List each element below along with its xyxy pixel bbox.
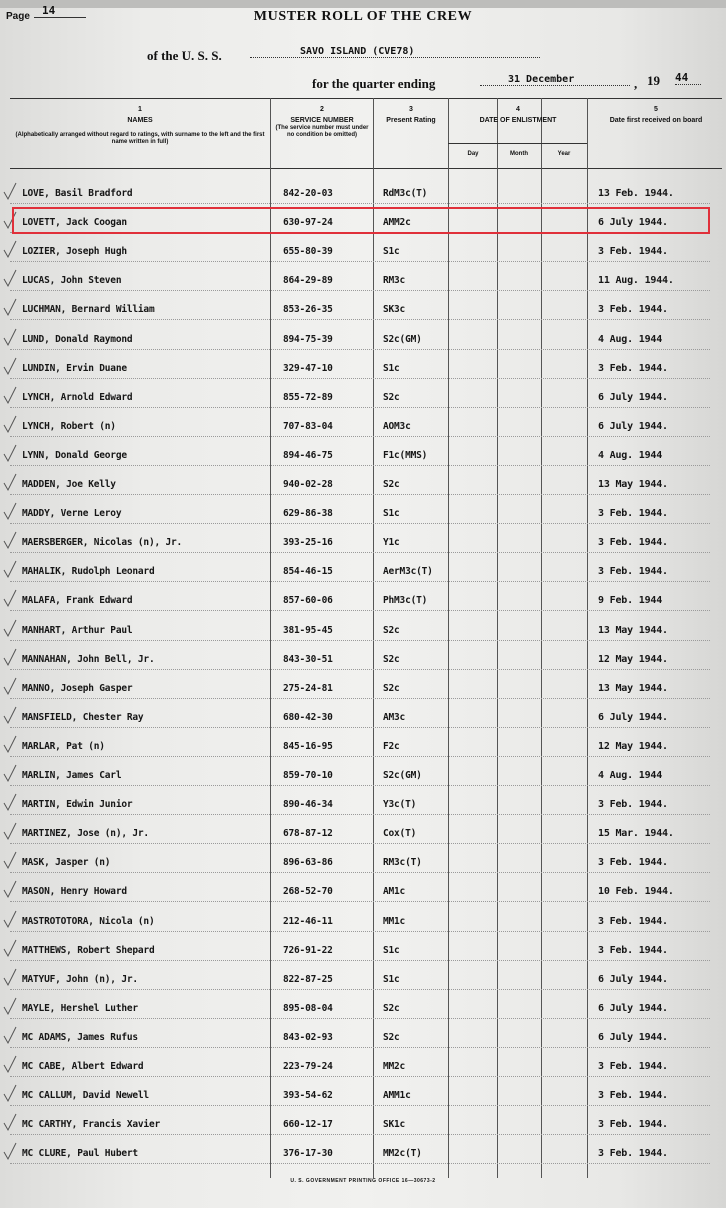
date-received: 9 Feb. 1944 <box>598 595 663 606</box>
check-mark-icon <box>3 1055 17 1075</box>
date-received: 6 July 1944. <box>598 392 668 403</box>
table-row <box>0 469 726 495</box>
crew-name: MANNO, Joseph Gasper <box>22 683 133 694</box>
row-divider <box>10 1018 710 1019</box>
crew-name: MATTHEWS, Robert Shepard <box>22 945 155 956</box>
check-mark-icon <box>3 997 17 1017</box>
present-rating: S2c <box>383 625 400 636</box>
crew-name: LUNDIN, Ervin Duane <box>22 363 127 374</box>
present-rating: PhM3c(T) <box>383 595 428 606</box>
check-mark-icon <box>3 560 17 580</box>
present-rating: AerM3c(T) <box>383 566 433 577</box>
scan-edge <box>0 0 726 8</box>
service-number: 894-46-75 <box>283 450 333 461</box>
table-row <box>0 818 726 844</box>
check-mark-icon <box>3 939 17 959</box>
service-number: 853-26-35 <box>283 304 333 315</box>
date-received: 3 Feb. 1944. <box>598 1148 668 1159</box>
service-number: 855-72-89 <box>283 392 333 403</box>
check-mark-icon <box>3 502 17 522</box>
date-received: 3 Feb. 1944. <box>598 566 668 577</box>
crew-name: MAERSBERGER, Nicolas (n), Jr. <box>22 537 183 548</box>
table-row <box>0 178 726 204</box>
service-number: 630-97-24 <box>283 217 333 228</box>
row-divider <box>10 1047 710 1048</box>
table-row <box>0 440 726 466</box>
crew-name: MC CALLUM, David Newell <box>22 1090 149 1101</box>
check-mark-icon <box>3 357 17 377</box>
row-divider <box>10 872 710 873</box>
present-rating: S1c <box>383 945 400 956</box>
printing-office-footer: U. S. GOVERNMENT PRINTING OFFICE 16—30673-2 <box>290 1178 436 1184</box>
table-row <box>0 236 726 262</box>
crew-name: LYNCH, Arnold Edward <box>22 392 133 403</box>
row-divider <box>10 989 710 990</box>
crew-name: LUCAS, John Steven <box>22 275 122 286</box>
table-row <box>0 527 726 553</box>
check-mark-icon <box>3 880 17 900</box>
present-rating: MM1c <box>383 916 406 927</box>
service-number: 843-30-51 <box>283 654 333 665</box>
check-mark-icon <box>3 1026 17 1046</box>
highlight-box <box>12 207 710 234</box>
row-divider <box>10 756 710 757</box>
present-rating: S1c <box>383 974 400 985</box>
date-received: 6 July 1944. <box>598 421 668 432</box>
check-mark-icon <box>3 706 17 726</box>
check-mark-icon <box>3 822 17 842</box>
crew-name: MATYUF, John (n), Jr. <box>22 974 138 985</box>
present-rating: SK1c <box>383 1119 406 1130</box>
row-divider <box>10 1076 710 1077</box>
page-number: 14 <box>34 4 86 18</box>
check-mark-icon <box>3 269 17 289</box>
crew-name: MC CLURE, Paul Hubert <box>22 1148 138 1159</box>
col-header-received: 5 Date first received on board <box>609 106 703 124</box>
crew-name: MARLAR, Pat (n) <box>22 741 105 752</box>
service-number: 212-46-11 <box>283 916 333 927</box>
table-row <box>0 993 726 1019</box>
service-number: 857-60-06 <box>283 595 333 606</box>
row-divider <box>10 203 710 204</box>
crew-name: MARTIN, Edwin Junior <box>22 799 133 810</box>
present-rating: S2c <box>383 683 400 694</box>
table-row <box>0 964 726 990</box>
table-row <box>0 1109 726 1135</box>
date-received: 3 Feb. 1944. <box>598 857 668 868</box>
present-rating: MM2c <box>383 1061 406 1072</box>
check-mark-icon <box>3 677 17 697</box>
check-mark-icon <box>3 298 17 318</box>
col-header-names: 1 NAMES (Alphabetically arranged without regard to ratings, with surname to the left and the first name written in full) <box>15 106 265 145</box>
service-number: 393-54-62 <box>283 1090 333 1101</box>
service-number: 859-70-10 <box>283 770 333 781</box>
check-mark-icon <box>3 415 17 435</box>
service-number: 680-42-30 <box>283 712 333 723</box>
table-row <box>0 324 726 350</box>
date-received: 3 Feb. 1944. <box>598 1090 668 1101</box>
date-received: 11 Aug. 1944. <box>598 275 674 286</box>
table-row <box>0 411 726 437</box>
row-divider <box>10 785 710 786</box>
present-rating: S2c <box>383 479 400 490</box>
crew-name: MASK, Jasper (n) <box>22 857 111 868</box>
crew-name: LUND, Donald Raymond <box>22 334 133 345</box>
row-divider <box>10 960 710 961</box>
date-received: 3 Feb. 1944. <box>598 363 668 374</box>
col-header-day: Day <box>467 151 479 157</box>
crew-name: MALAFA, Frank Edward <box>22 595 133 606</box>
check-mark-icon <box>3 589 17 609</box>
col-header-rating: 3 Present Rating <box>386 106 436 124</box>
service-number: 393-25-16 <box>283 537 333 548</box>
present-rating: F1c(MMS) <box>383 450 428 461</box>
crew-name: LOZIER, Joseph Hugh <box>22 246 127 257</box>
date-received: 3 Feb. 1944. <box>598 537 668 548</box>
date-received: 3 Feb. 1944. <box>598 304 668 315</box>
present-rating: Y1c <box>383 537 400 548</box>
service-number: 678-87-12 <box>283 828 333 839</box>
crew-name: MANNAHAN, John Bell, Jr. <box>22 654 155 665</box>
present-rating: RM3c(T) <box>383 857 422 868</box>
row-divider <box>10 843 710 844</box>
present-rating: AM1c <box>383 886 406 897</box>
present-rating: MM2c(T) <box>383 1148 422 1159</box>
service-number: 822-87-25 <box>283 974 333 985</box>
col-header-service: 2 SERVICE NUMBER (The service number must under no condition be omitted) <box>275 106 369 138</box>
date-received: 13 May 1944. <box>598 683 668 694</box>
row-divider <box>10 669 710 670</box>
date-received: 3 Feb. 1944. <box>598 508 668 519</box>
table-row <box>0 1022 726 1048</box>
row-divider <box>10 640 710 641</box>
date-received: 4 Aug. 1944 <box>598 334 663 345</box>
service-number: 329-47-10 <box>283 363 333 374</box>
header-bottom-rule <box>10 168 722 169</box>
service-number: 894-75-39 <box>283 334 333 345</box>
ship-name: SAVO ISLAND (CVE78) <box>250 46 540 58</box>
row-divider <box>10 552 710 553</box>
present-rating: AM3c <box>383 712 406 723</box>
present-rating: SK3c <box>383 304 406 315</box>
service-number: 726-91-22 <box>283 945 333 956</box>
date-received: 6 July 1944. <box>598 1003 668 1014</box>
crew-name: MARTINEZ, Jose (n), Jr. <box>22 828 149 839</box>
enlistment-subrule <box>448 143 587 144</box>
service-number: 268-52-70 <box>283 886 333 897</box>
service-number: 381-95-45 <box>283 625 333 636</box>
date-received: 3 Feb. 1944. <box>598 945 668 956</box>
check-mark-icon <box>3 1113 17 1133</box>
service-number: 890-46-34 <box>283 799 333 810</box>
check-mark-icon <box>3 735 17 755</box>
table-row <box>0 1138 726 1164</box>
row-divider <box>10 581 710 582</box>
document-title: MUSTER ROLL OF THE CREW <box>253 9 473 24</box>
crew-name: MADDEN, Joe Kelly <box>22 479 116 490</box>
row-divider <box>10 1105 710 1106</box>
crew-name: LYNCH, Robert (n) <box>22 421 116 432</box>
table-row <box>0 673 726 699</box>
check-mark-icon <box>3 619 17 639</box>
check-mark-icon <box>3 531 17 551</box>
date-received: 13 May 1944. <box>598 479 668 490</box>
table-row <box>0 1051 726 1077</box>
ship-label: of the U. S. S. <box>147 48 222 63</box>
check-mark-icon <box>3 473 17 493</box>
table-row <box>0 1080 726 1106</box>
row-divider <box>10 1134 710 1135</box>
crew-name: MC CARTHY, Francis Xavier <box>22 1119 160 1130</box>
table-row <box>0 265 726 291</box>
table-row <box>0 789 726 815</box>
table-row <box>0 498 726 524</box>
present-rating: RdM3c(T) <box>383 188 428 199</box>
table-row <box>0 731 726 757</box>
crew-name: LYNN, Donald George <box>22 450 127 461</box>
row-divider <box>10 465 710 466</box>
present-rating: AMM2c <box>383 217 411 228</box>
crew-name: MASTROTOTORA, Nicola (n) <box>22 916 155 927</box>
service-number: 629-86-38 <box>283 508 333 519</box>
check-mark-icon <box>3 910 17 930</box>
present-rating: AOM3c <box>383 421 411 432</box>
date-received: 6 July 1944. <box>598 1032 668 1043</box>
table-row <box>0 615 726 641</box>
service-number: 655-80-39 <box>283 246 333 257</box>
present-rating: F2c <box>383 741 400 752</box>
row-divider <box>10 290 710 291</box>
row-divider <box>10 349 710 350</box>
check-mark-icon <box>3 240 17 260</box>
table-top-rule <box>10 98 722 99</box>
service-number: 864-29-89 <box>283 275 333 286</box>
crew-name: MC ADAMS, James Rufus <box>22 1032 138 1043</box>
check-mark-icon <box>3 851 17 871</box>
row-divider <box>10 727 710 728</box>
crew-name: LUCHMAN, Bernard William <box>22 304 155 315</box>
date-received: 10 Feb. 1944. <box>598 886 674 897</box>
date-received: 3 Feb. 1944. <box>598 916 668 927</box>
col-header-month: Month <box>510 151 528 157</box>
crew-name: MARLIN, James Carl <box>22 770 122 781</box>
table-row <box>0 382 726 408</box>
check-mark-icon <box>3 968 17 988</box>
crew-name: LOVE, Basil Bradford <box>22 188 133 199</box>
present-rating: RM3c <box>383 275 406 286</box>
page-label: Page <box>6 11 30 22</box>
table-row <box>0 556 726 582</box>
crew-name: MC CABE, Albert Edward <box>22 1061 144 1072</box>
quarter-label: for the quarter ending <box>312 76 436 91</box>
row-divider <box>10 523 710 524</box>
crew-name: MANHART, Arthur Paul <box>22 625 133 636</box>
date-received: 4 Aug. 1944 <box>598 770 663 781</box>
row-divider <box>10 814 710 815</box>
crew-name: MASON, Henry Howard <box>22 886 127 897</box>
row-divider <box>10 610 710 611</box>
row-divider <box>10 436 710 437</box>
date-received: 12 May 1944. <box>598 654 668 665</box>
service-number: 845-16-95 <box>283 741 333 752</box>
table-row <box>0 294 726 320</box>
row-divider <box>10 494 710 495</box>
row-divider <box>10 378 710 379</box>
col-header-enlistment: 4 DATE OF ENLISTMENT <box>479 106 557 124</box>
date-received: 15 Mar. 1944. <box>598 828 674 839</box>
present-rating: AMM1c <box>383 1090 411 1101</box>
table-row <box>0 644 726 670</box>
table-row <box>0 876 726 902</box>
row-divider <box>10 407 710 408</box>
check-mark-icon <box>3 1084 17 1104</box>
crew-name: LOVETT, Jack Coogan <box>22 217 127 228</box>
row-divider <box>10 319 710 320</box>
date-received: 6 July 1944. <box>598 712 668 723</box>
table-row <box>0 935 726 961</box>
table-row <box>0 702 726 728</box>
present-rating: S2c <box>383 654 400 665</box>
col-header-year: Year <box>557 151 571 157</box>
date-received: 6 July 1944. <box>598 217 668 228</box>
present-rating: S2c <box>383 1003 400 1014</box>
service-number: 376-17-30 <box>283 1148 333 1159</box>
check-mark-icon <box>3 328 17 348</box>
crew-name: MAYLE, Hershel Luther <box>22 1003 138 1014</box>
present-rating: S1c <box>383 363 400 374</box>
present-rating: Y3c(T) <box>383 799 417 810</box>
row-divider <box>10 1163 710 1164</box>
row-divider <box>10 931 710 932</box>
quarter-date: 31 December <box>480 74 630 86</box>
date-received: 12 May 1944. <box>598 741 668 752</box>
table-row <box>0 847 726 873</box>
row-divider <box>10 261 710 262</box>
date-received: 3 Feb. 1944. <box>598 799 668 810</box>
crew-name: MAHALIK, Rudolph Leonard <box>22 566 155 577</box>
present-rating: S2c(GM) <box>383 334 422 345</box>
table-row <box>0 906 726 932</box>
present-rating: Cox(T) <box>383 828 417 839</box>
date-received: 6 July 1944. <box>598 974 668 985</box>
present-rating: S1c <box>383 508 400 519</box>
table-row <box>0 585 726 611</box>
service-number: 896-63-86 <box>283 857 333 868</box>
present-rating: S2c <box>383 392 400 403</box>
date-received: 4 Aug. 1944 <box>598 450 663 461</box>
date-received: 3 Feb. 1944. <box>598 246 668 257</box>
service-number: 843-02-93 <box>283 1032 333 1043</box>
present-rating: S2c(GM) <box>383 770 422 781</box>
date-received: 3 Feb. 1944. <box>598 1061 668 1072</box>
service-number: 275-24-81 <box>283 683 333 694</box>
row-divider <box>10 698 710 699</box>
year-suffix: 44 <box>675 71 701 85</box>
present-rating: S2c <box>383 1032 400 1043</box>
service-number: 223-79-24 <box>283 1061 333 1072</box>
check-mark-icon <box>3 1142 17 1162</box>
service-number: 854-46-15 <box>283 566 333 577</box>
service-number: 842-20-03 <box>283 188 333 199</box>
service-number: 707-83-04 <box>283 421 333 432</box>
check-mark-icon <box>3 444 17 464</box>
quarter-comma: , <box>634 76 638 91</box>
crew-name: MADDY, Verne Leroy <box>22 508 122 519</box>
date-received: 13 Feb. 1944. <box>598 188 674 199</box>
present-rating: S1c <box>383 246 400 257</box>
check-mark-icon <box>3 648 17 668</box>
year-prefix: 19 <box>647 73 660 88</box>
date-received: 13 May 1944. <box>598 625 668 636</box>
check-mark-icon <box>3 793 17 813</box>
check-mark-icon <box>3 386 17 406</box>
table-row <box>0 353 726 379</box>
table-row <box>0 760 726 786</box>
service-number: 660-12-17 <box>283 1119 333 1130</box>
crew-name: MANSFIELD, Chester Ray <box>22 712 144 723</box>
service-number: 895-08-04 <box>283 1003 333 1014</box>
check-mark-icon <box>3 764 17 784</box>
row-divider <box>10 901 710 902</box>
service-number: 940-02-28 <box>283 479 333 490</box>
date-received: 3 Feb. 1944. <box>598 1119 668 1130</box>
check-mark-icon <box>3 182 17 202</box>
